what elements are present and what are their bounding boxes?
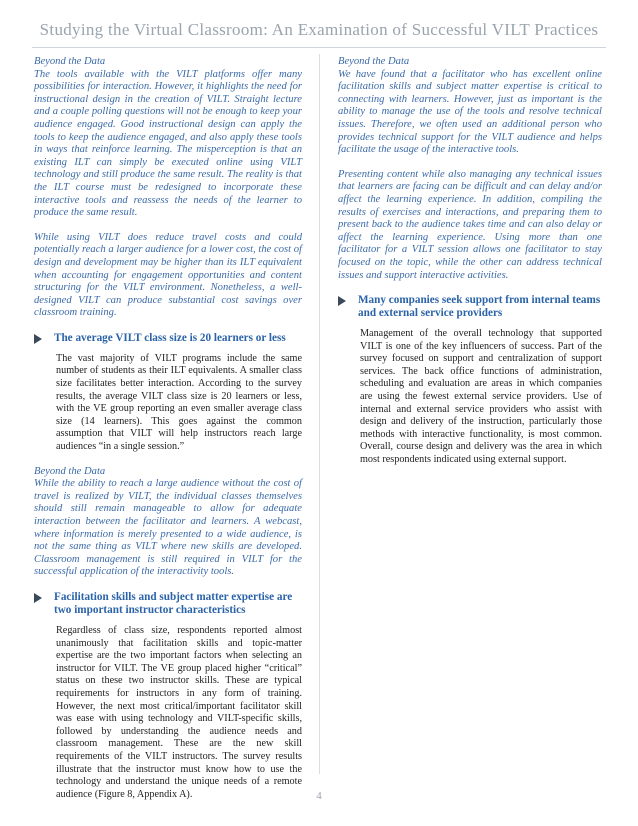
right-column [338, 56, 602, 467]
column-divider [319, 54, 320, 774]
beyond-the-data-heading: Beyond the Data [338, 56, 410, 67]
page-header-title: Studying the Virtual Classroom: An Examination of Successful VILT Practices [39, 20, 599, 39]
finding-heading: The average VILT class size is 20 learners or less [54, 331, 286, 344]
page-number: 4 [316, 790, 322, 802]
header-rule [32, 47, 606, 48]
finding-heading: Many companies seek support from internal teams and external service providers [358, 294, 601, 320]
beyond-the-data-paragraph: Presenting content while also managing any technical issues that learners are facing can be difficult and can delay and/or affect the learning experience. In addition, compiling the results of exercises and interactions, and preparing them to present back to the audience takes time and can also delay or affect the learning experience. Using more than one facilitator for a VILT session allows one facilitator to stay focused on the topic, while the other can address technical issues and support interactive activities. [338, 168, 602, 281]
triangle-bullet-icon [34, 593, 42, 603]
beyond-the-data-heading: Beyond the Data [34, 465, 106, 477]
triangle-bullet-icon [34, 334, 42, 344]
finding-callout-instructor-skills [34, 591, 302, 617]
left-column [34, 56, 302, 801]
beyond-the-data-paragraph: The tools available with the VILT platforms offer many possibilities for interaction. However, it highlights the need for instructional design in the creation of VILT. Straight lecture and a couple polling questions will not be enough to keep your audience engaged. Good instructional design can apply the tools to keep the audience engaged, and also apply these tools in ways that reinforce learning. The misperception is that an existing ILT can simply be executed online using VILT technology and still produce the same result. The reality is that the ILT course must be redesigned to incorporate these interactive tools and reassess the needs of the learner to produce the same result. [34, 68, 302, 219]
beyond-the-data-paragraph: While using VILT does reduce travel costs and could potentially reach a larger audience for a lower cost, the cost of design and development may be higher than its ILT equivalent when accounting for engagement opportunities and content structuring for the VILT environment. Nonetheless, a well-designed VILT can produce substantial cost savings over classroom training. [34, 231, 302, 319]
finding-body: The vast majority of VILT programs include the same number of students as their ILT equivalents. A smaller class size facilitates better interaction. According to the survey results, the average VILT class size is 20 learners or less, with the VE group reporting an even smaller average class size (14 learners). This goes against the common assumption that VILT will help instructors reach large audiences “in a single session.” [56, 352, 302, 453]
beyond-the-data-heading: Beyond the Data [34, 56, 106, 67]
finding-callout-support [338, 294, 602, 320]
finding-heading: Facilitation skills and subject matter expertise are two important instructor characteristics [54, 590, 293, 616]
finding-body: Management of the overall technology that supported VILT is one of the key influencers of success. Part of the survey focused on support and centralization of support services. The back office functions of administration, scheduling and evaluation are areas in which companies are using the fewest external service providers. Use of internal and external service providers who assist with design and delivery of the instruction, particularly those methods with interactive functionality, is most common. Overall, course design and delivery was the area in which most respondents indicated using external support. [360, 328, 602, 466]
beyond-the-data-paragraph: While the ability to reach a large audience without the cost of travel is realized by VILT, the individual classes themselves should still remain manageable to allow for adequate interaction between the facilitator and learners. A webcast, where information is merely presented to a wide audience, is not the same thing as VILT where new skills are developed. Classroom management is still required in VILT for the successful application of the interactivity tools. [34, 478, 302, 578]
finding-body: Regardless of class size, respondents reported almost unanimously that facilitation skills and topic-matter expertise are the two important factors when selecting an instructor for VILT. The VE group placed higher “critical” status on these two instructor skills. These are typical requirements for instructors in any form of training. However, the next most critical/important facilitator skill was ease with using technology and VILT-specific skills, followed by understanding the audience needs and classroom management. These are the new skill requirements of the VILT instructors. The survey results illustrate that the instructor must know how to use the technology and understand the unique needs of a remote audience (Figure 8, Appendix A). [56, 624, 302, 800]
triangle-bullet-icon [338, 296, 346, 306]
finding-callout-class-size [34, 332, 302, 345]
beyond-the-data-paragraph: We have found that a facilitator who has excellent online facilitation skills and subject matter expertise is critical to connecting with learners. However, just as important is the ability to manage the use of the tools and resolve technical issues. Therefore, we often used an additional person who provides technical support for the VILT audience and helps facilitate the usage of the interactive tools. [338, 68, 602, 156]
